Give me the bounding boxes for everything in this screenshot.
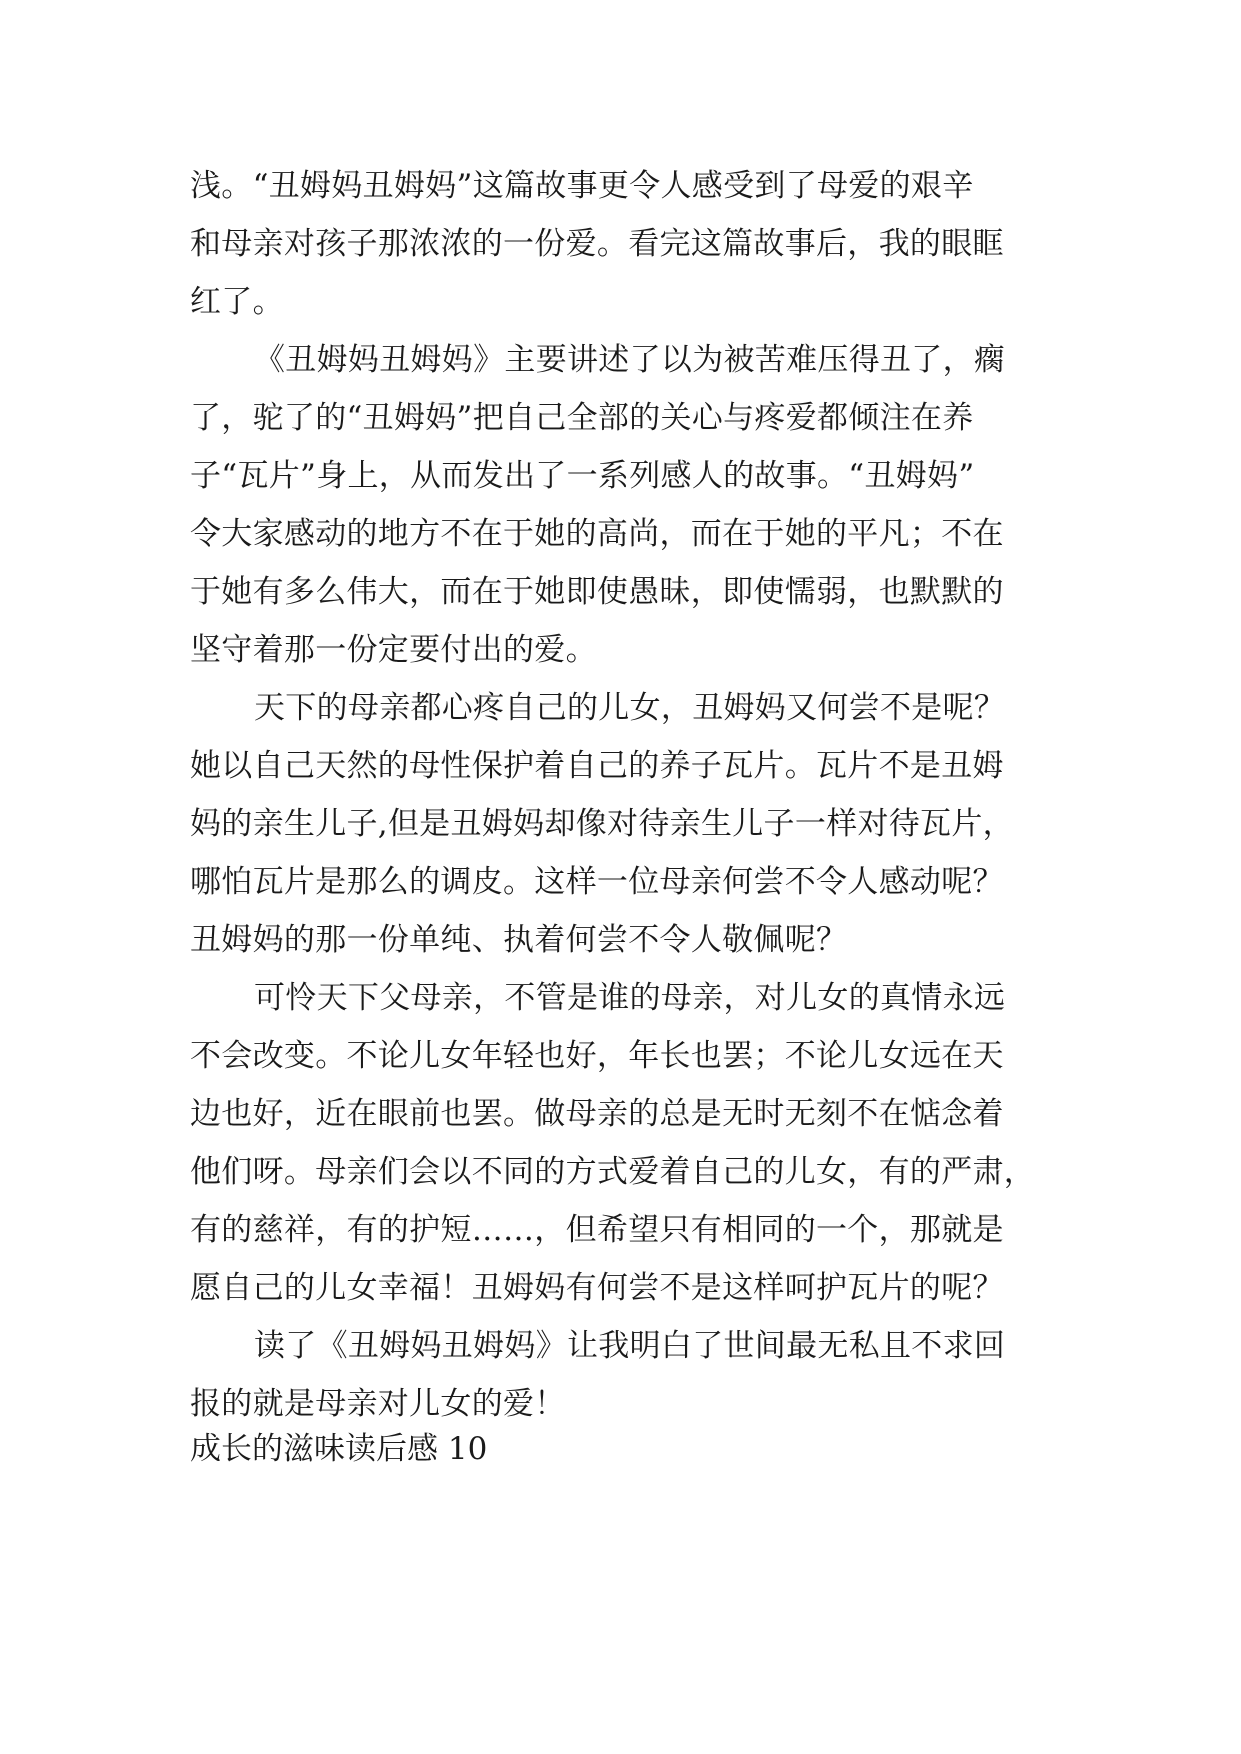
text-line: 不会改变。不论儿女年轻也好，年长也罢；不论儿女远在天 (190, 1038, 1004, 1074)
text-line: 丑姆妈的那一份单纯、执着何尝不令人敬佩呢？ (190, 922, 848, 958)
text-line: 读了《丑姆妈丑姆妈》让我明白了世间最无私且不求回 (254, 1328, 1006, 1364)
text-line: 了，驼了的“丑姆妈”把自己全部的关心与疼爱都倾注在养 (190, 400, 974, 436)
text-line: 愿自己的儿女幸福！丑姆妈有何尝不是这样呵护瓦片的呢？ (190, 1270, 1004, 1306)
text-line: 他们呀。母亲们会以不同的方式爱着自己的儿女，有的严肃， (190, 1154, 1036, 1190)
text-line: 天下的母亲都心疼自己的儿女，丑姆妈又何尝不是呢？ (254, 690, 1006, 726)
text-line: 红了。 (190, 284, 284, 320)
text-line: 妈的亲生儿子,但是丑姆妈却像对待亲生儿子一样对待瓦片， (190, 806, 1014, 842)
text-line: 令大家感动的地方不在于她的高尚，而在于她的平凡；不在 (190, 516, 1004, 552)
paragraph-2 (190, 331, 1050, 679)
paragraph-3 (190, 679, 1050, 969)
text-line: 于她有多么伟大，而在于她即使愚昧，即使懦弱，也默默的 (190, 574, 1004, 610)
text-line: 可怜天下父母亲，不管是谁的母亲，对儿女的真情永远 (254, 980, 1006, 1016)
text-line: 和母亲对孩子那浓浓的一份爱。看完这篇故事后，我的眼眶 (190, 226, 1004, 262)
text-line: 坚守着那一份定要付出的爱。 (190, 632, 597, 668)
text-line: 子“瓦片”身上，从而发出了一系列感人的故事。“丑姆妈” (190, 458, 975, 494)
text-line: 《丑姆妈丑姆妈》主要讲述了以为被苦难压得丑了，瘸 (254, 342, 1006, 378)
section-heading: 成长的滋味读后感 10 (190, 1431, 488, 1467)
paragraph-1 (190, 157, 1050, 331)
text-line: 浅。“丑姆妈丑姆妈”这篇故事更令人感受到了母爱的艰辛 (190, 168, 974, 204)
text-line: 有的慈祥，有的护短……，但希望只有相同的一个，那就是 (190, 1212, 1004, 1248)
text-line: 哪怕瓦片是那么的调皮。这样一位母亲何尝不令人感动呢？ (190, 864, 1004, 900)
document-body (190, 157, 1050, 1433)
text-line: 报的就是母亲对儿女的爱！ (190, 1386, 566, 1422)
text-line: 她以自己天然的母性保护着自己的养子瓦片。瓦片不是丑姆 (190, 748, 1004, 784)
text-line: 边也好，近在眼前也罢。做母亲的总是无时无刻不在惦念着 (190, 1096, 1004, 1132)
paragraph-4 (190, 969, 1050, 1317)
paragraph-5 (190, 1317, 1050, 1433)
